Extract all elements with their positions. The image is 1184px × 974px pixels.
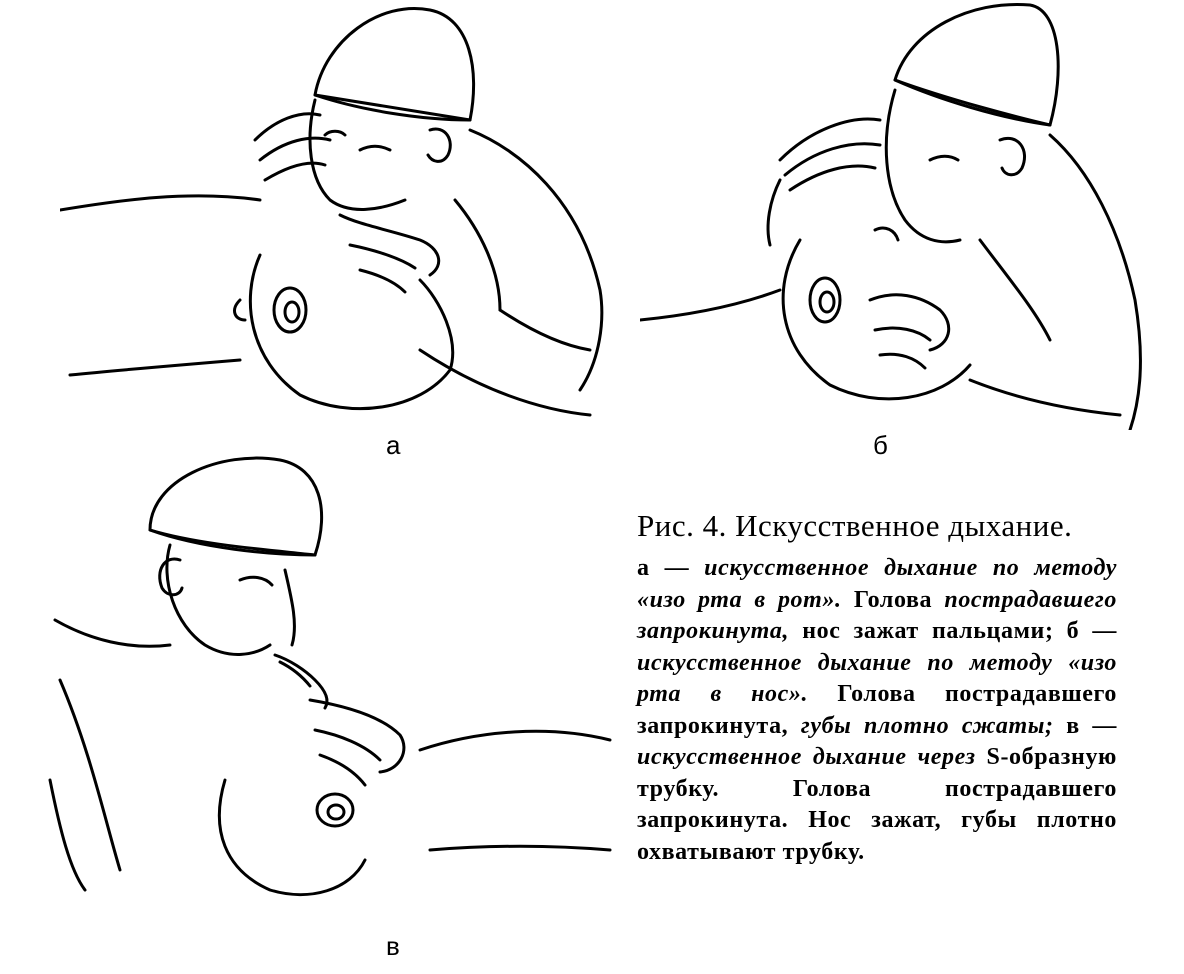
figure-caption — [637, 505, 1117, 868]
caption-body-segment: нос зажат пальцами; б — — [789, 618, 1117, 644]
caption-body-segment: искусственное дыхание по методу «изо рта в рот». — [637, 555, 1117, 613]
caption-body — [637, 553, 1117, 868]
panel-label-v: в — [386, 931, 400, 961]
panel-label-b: б — [873, 430, 888, 460]
caption-body-segment: губы плотно сжаты; — [800, 712, 1054, 739]
caption-body-segment: а — — [637, 555, 705, 581]
caption-body-segment: пострадавшего запрокинута, — [637, 586, 1117, 644]
illustration-s-tube — [30, 450, 620, 920]
illustration-mouth-to-nose — [640, 0, 1160, 430]
caption-body-segment: искусственное дыхание через — [637, 744, 976, 770]
caption-body-segment: Голова пострадавшего запрокинута, — [637, 681, 1117, 739]
caption-body-segment: в — — [1053, 712, 1118, 739]
panel-label-a: а — [386, 430, 401, 460]
illustration-mouth-to-mouth — [60, 0, 620, 430]
caption-body-segment: искусственное дыхание по методу «изо рта в нос». — [637, 649, 1117, 707]
caption-body-segment: Голова — [841, 586, 945, 613]
illustration-s-tube-drawing — [30, 450, 620, 920]
illustration-mouth-to-mouth-drawing — [60, 0, 620, 430]
caption-body-segment: S-образную трубку. Голова пострадавшего запрокинута. Нос зажат, губы плотно охватывают трубку. — [637, 744, 1117, 865]
caption-title: Рис. 4. Искусственное дыхание. — [637, 508, 1073, 543]
illustration-mouth-to-nose-drawing — [640, 0, 1160, 430]
